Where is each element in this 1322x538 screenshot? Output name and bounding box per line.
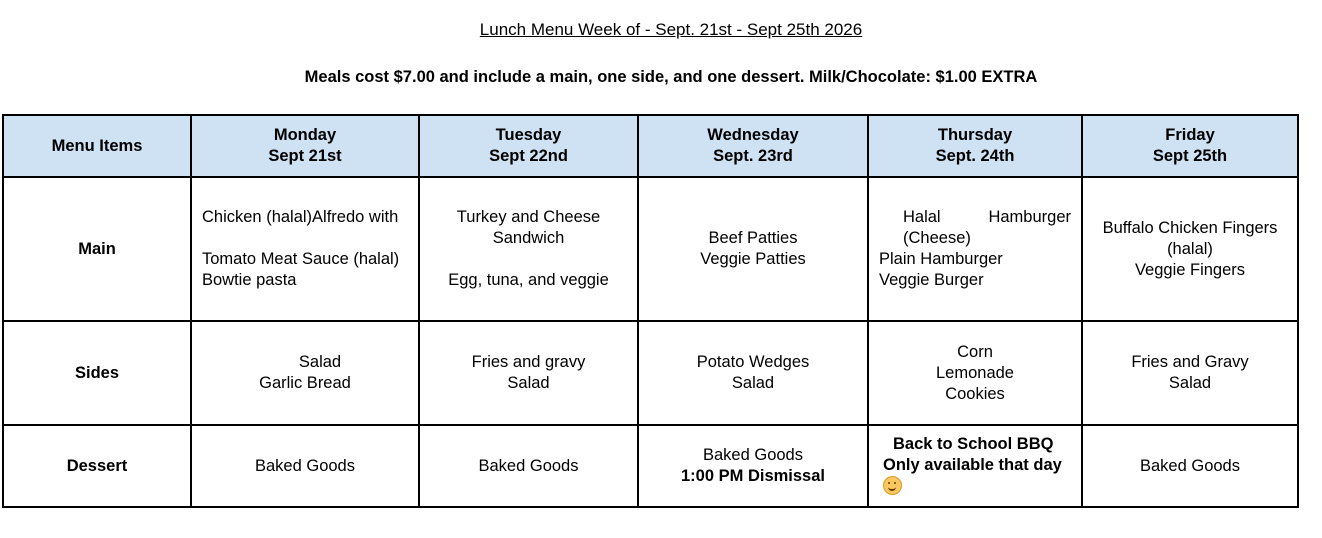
header-row xyxy=(3,115,1298,177)
cell-sides-monday xyxy=(191,321,419,425)
menu-item: Fries and Gravy xyxy=(1131,353,1249,371)
menu-item: Turkey and Cheese Sandwich xyxy=(456,208,601,247)
menu-item: Salad xyxy=(298,353,342,371)
cell-main-thursday xyxy=(868,177,1082,321)
cell-sides-wednesday xyxy=(638,321,868,425)
menu-item: Salad xyxy=(731,374,775,392)
day-header-thursday: Thursday Sept. 24th xyxy=(868,115,1082,177)
row-label-sides: Sides xyxy=(3,321,191,425)
cell-dessert-thursday xyxy=(868,425,1082,507)
menu-item: Veggie Patties xyxy=(700,250,806,268)
cell-main-monday xyxy=(191,177,419,321)
menu-title: Lunch Menu Week of - Sept. 21st - Sept 25th 2026 xyxy=(479,20,863,39)
menu-item: Potato Wedges xyxy=(696,353,810,371)
menu-item: Chicken (halal)Alfredo with xyxy=(202,208,399,226)
day-header-tuesday: Tuesday Sept 22nd xyxy=(419,115,638,177)
menu-item: Buffalo Chicken Fingers (halal) xyxy=(1102,218,1278,258)
menu-item: Veggie Burger xyxy=(879,271,984,289)
menu-item: Fries and gravy xyxy=(471,353,586,371)
main-row xyxy=(3,177,1298,321)
menu-item: Baked Goods xyxy=(478,456,579,475)
cell-main-wednesday xyxy=(638,177,868,321)
row-label-main: Main xyxy=(3,177,191,321)
cell-dessert-wednesday xyxy=(638,425,868,507)
day-header-wednesday: Wednesday Sept. 23rd xyxy=(638,115,868,177)
menu-item: Baked Goods xyxy=(703,446,803,464)
cell-dessert-monday xyxy=(191,425,419,507)
day-header-monday: Monday Sept 21st xyxy=(191,115,419,177)
cell-dessert-tuesday xyxy=(419,425,638,507)
menu-item: Baked Goods xyxy=(255,456,355,475)
menu-item: Cookies xyxy=(945,384,1005,403)
cell-main-tuesday xyxy=(419,177,638,321)
cell-main-friday xyxy=(1082,177,1298,321)
cell-sides-thursday xyxy=(868,321,1082,425)
smiling-face-icon xyxy=(883,476,902,495)
price-note: Meals cost $7.00 and include a main, one side, and one dessert. Milk/Chocolate: $1.00 EXTRA xyxy=(304,68,1038,86)
menu-item: Halal Hamburger (Cheese) xyxy=(903,208,1071,247)
cell-sides-friday xyxy=(1082,321,1298,425)
lunch-menu-table xyxy=(2,114,1299,508)
menu-item: Corn xyxy=(957,342,993,361)
dismissal-note: 1:00 PM Dismissal xyxy=(681,467,825,485)
availability-note: Only available that day xyxy=(883,456,1062,474)
menu-item: Salad xyxy=(507,374,550,392)
menu-item: Baked Goods xyxy=(1140,456,1240,475)
bbq-note: Back to School BBQ xyxy=(893,435,1054,453)
menu-item: Veggie Fingers xyxy=(1134,260,1246,279)
menu-item: Garlic Bread xyxy=(259,374,351,392)
row-label-dessert: Dessert xyxy=(3,425,191,507)
sides-row xyxy=(3,321,1298,425)
menu-item: Tomato Meat Sauce (halal) xyxy=(202,250,400,268)
menu-item: Salad xyxy=(1168,374,1212,392)
menu-item: Plain Hamburger xyxy=(879,250,1003,268)
cell-sides-tuesday xyxy=(419,321,638,425)
dessert-row xyxy=(3,425,1298,507)
cell-dessert-friday xyxy=(1082,425,1298,507)
menu-item: Bowtie pasta xyxy=(202,271,297,289)
day-header-friday: Friday Sept 25th xyxy=(1082,115,1298,177)
menu-item: Lemonade xyxy=(936,363,1014,382)
menu-item: Egg, tuna, and veggie xyxy=(448,271,609,289)
menu-item: Beef Patties xyxy=(708,229,798,247)
corner-header: Menu Items xyxy=(3,115,191,177)
